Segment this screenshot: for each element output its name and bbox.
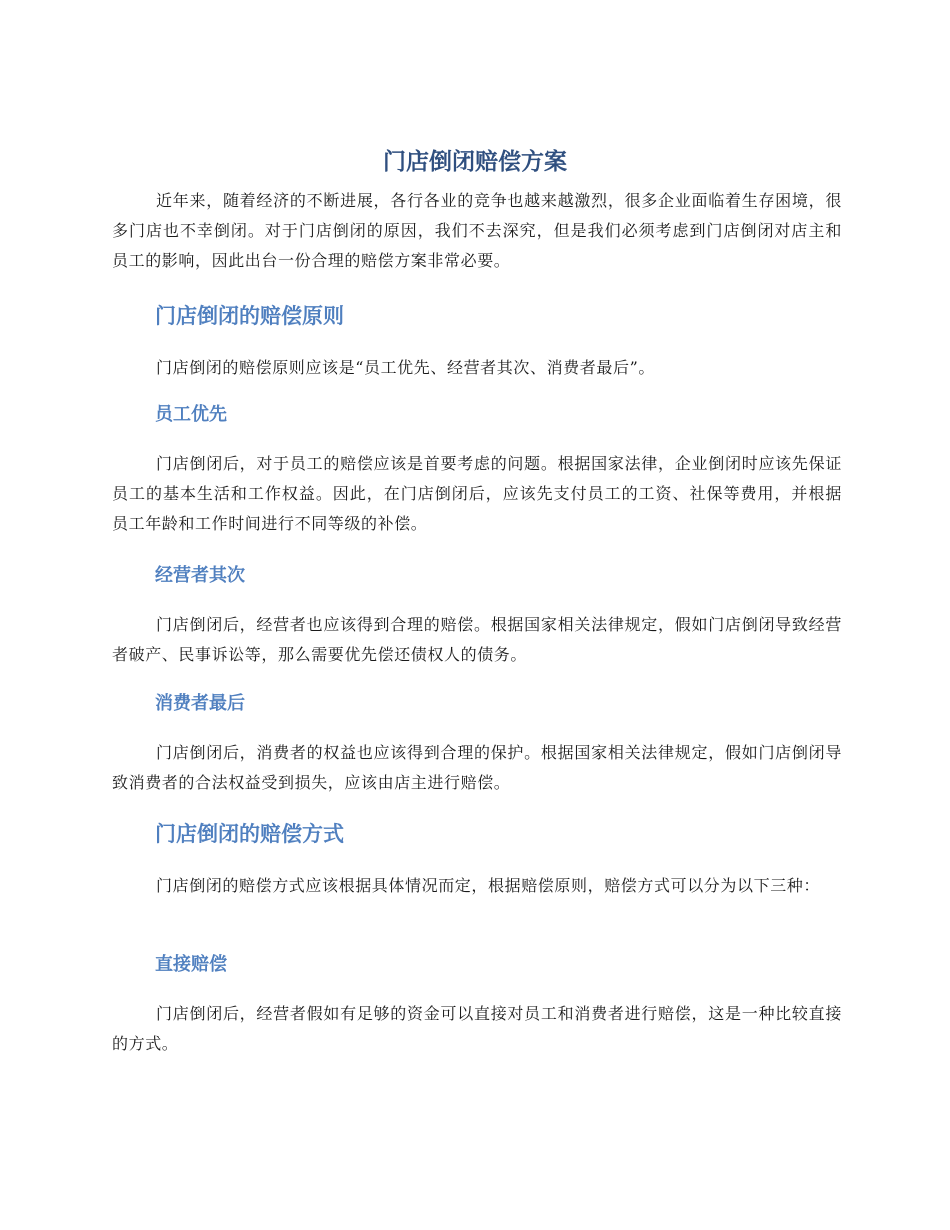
methods-paragraph: 门店倒闭的赔偿方式应该根据具体情况而定，根据赔偿原则，赔偿方式可以分为以下三种： [156,876,821,895]
section-heading-methods: 门店倒闭的赔偿方式 [155,822,344,846]
direct-compensation-paragraph: 门店倒闭后，经营者假如有足够的资金可以直接对员工和消费者进行赔偿，这是一种比较直接的方式。 [112,1004,842,1053]
intro-paragraph: 近年来，随着经济的不断进展，各行各业的竞争也越来越激烈，很多企业面临着生存困境，很多门店也不幸倒闭。对于门店倒闭的原因，我们不去深究，但是我们必须考虑到门店倒闭对店主和员工的影响，因此出台一份合理的赔偿方案非常必要。 [112,191,842,270]
section-heading-principles: 门店倒闭的赔偿原则 [155,304,344,328]
consumers-last-paragraph: 门店倒闭后，消费者的权益也应该得到合理的保护。根据国家相关法律规定，假如门店倒闭导致消费者的合法权益受到损失，应该由店主进行赔偿。 [112,743,842,792]
subheading-employees-first: 员工优先 [155,404,227,425]
subheading-consumers-last: 消费者最后 [155,693,245,714]
document-title: 门店倒闭赔偿方案 [383,149,567,175]
principles-paragraph: 门店倒闭的赔偿原则应该是“员工优先、经营者其次、消费者最后”。 [156,358,655,377]
subheading-operators-second: 经营者其次 [155,565,245,586]
employees-first-paragraph: 门店倒闭后，对于员工的赔偿应该是首要考虑的问题。根据国家法律，企业倒闭时应该先保证员工的基本生活和工作权益。因此，在门店倒闭后，应该先支付员工的工资、社保等费用，并根据员工年龄和工作时间进行不同等级的补偿。 [112,454,842,533]
operators-second-paragraph: 门店倒闭后，经营者也应该得到合理的赔偿。根据国家相关法律规定，假如门店倒闭导致经营者破产、民事诉讼等，那么需要优先偿还债权人的债务。 [112,615,842,664]
subheading-direct-compensation: 直接赔偿 [155,954,227,975]
